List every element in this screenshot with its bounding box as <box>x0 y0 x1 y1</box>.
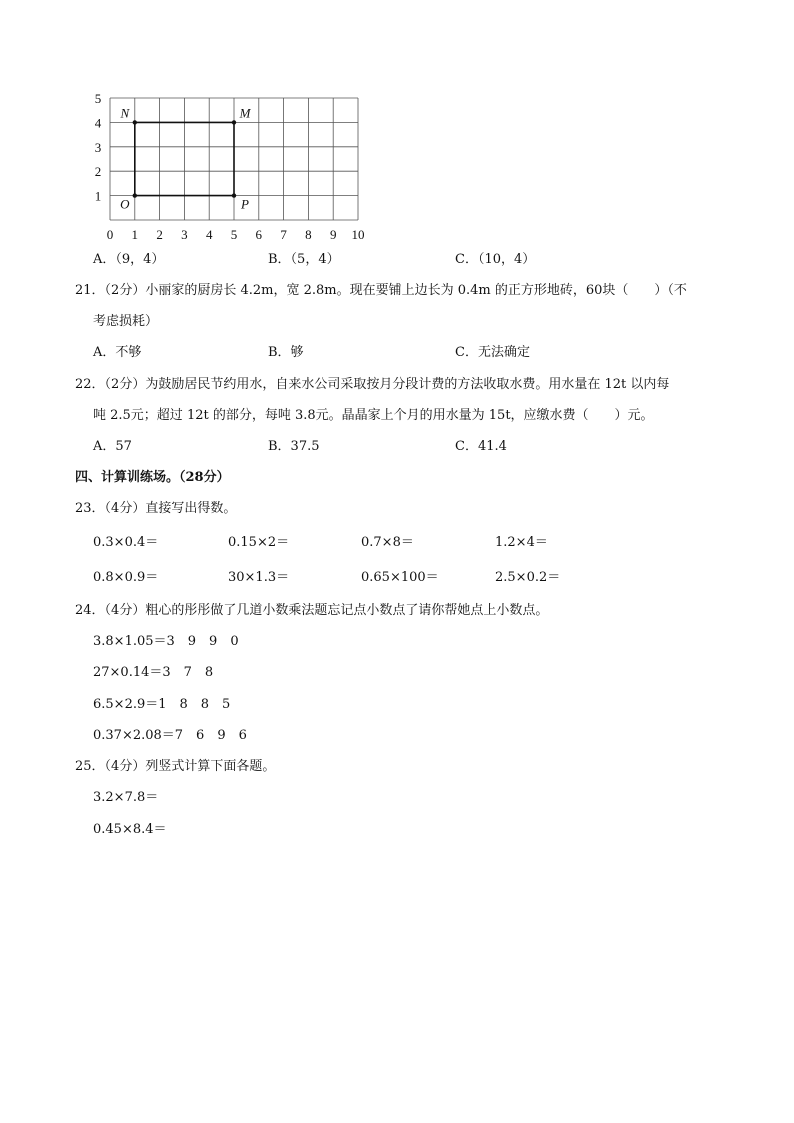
q20-option-c: C．（10，4） <box>455 252 536 267</box>
q24-line: 6.5×2.9＝1 8 8 5 <box>93 697 231 712</box>
q23-title: 23．（4分）直接写出得数。 <box>75 501 237 516</box>
point-n <box>133 120 137 124</box>
q21-option-a: A．不够 <box>93 345 142 360</box>
q23-item: 30×1.3＝ <box>228 570 290 585</box>
q22-option-a: A．57 <box>93 439 132 454</box>
q22-option-b: B．37.5 <box>268 439 320 454</box>
y-tick-label: 5 <box>94 91 102 106</box>
point-p <box>232 193 236 197</box>
q25-title: 25．（4分）列竖式计算下面各题。 <box>75 759 276 774</box>
coordinate-grid-figure <box>85 90 375 245</box>
x-tick-label: 0 <box>106 227 114 242</box>
q22-option-c: C．41.4 <box>455 439 507 454</box>
q25-line: 3.2×7.8＝ <box>93 790 159 805</box>
x-tick-label: 6 <box>255 227 263 242</box>
q25-line: 0.45×8.4＝ <box>93 822 167 837</box>
x-tick-label: 2 <box>156 227 163 242</box>
x-tick-label: 9 <box>329 227 337 242</box>
y-tick-label: 3 <box>94 139 102 155</box>
q24-line: 3.8×1.05＝3 9 9 0 <box>93 634 239 649</box>
q21-text-line1: 21．（2分）小丽家的厨房长 4.2m，宽 2.8m。现在要铺上边长为 0.4m 的正方形地砖，60块（ ）（不 <box>75 283 687 298</box>
q23-item: 0.8×0.9＝ <box>93 570 159 585</box>
point-m <box>232 120 236 124</box>
x-tick-label: 3 <box>181 227 188 242</box>
q22-text-line1: 22．（2分）为鼓励居民节约用水，自来水公司采取按月分段计费的方法收取水费。用水量在 12t 以内每 <box>75 377 670 392</box>
q21-text-line2: 考虑损耗） <box>93 314 159 329</box>
q23-item: 2.5×0.2＝ <box>495 570 561 585</box>
x-tick-label: 5 <box>230 227 238 242</box>
x-tick-label: 1 <box>131 227 139 242</box>
q24-line: 27×0.14＝3 7 8 <box>93 665 214 680</box>
q23-item: 0.15×2＝ <box>228 535 290 550</box>
point-label-m: M <box>239 105 251 121</box>
x-tick-label: 10 <box>351 227 365 242</box>
q24-line: 0.37×2.08＝7 6 9 6 <box>93 728 247 743</box>
point-label-o: O <box>120 196 130 212</box>
q23-item: 0.3×0.4＝ <box>93 535 159 550</box>
q23-item: 0.7×8＝ <box>361 535 414 550</box>
q22-text-line2: 吨 2.5元；超过 12t 的部分，每吨 3.8元。晶晶家上个月的用水量为 15t，应缴水费（ ）元。 <box>93 408 654 423</box>
q20-option-a: A．（9，4） <box>93 252 165 267</box>
q24-title: 24．（4分）粗心的彤彤做了几道小数乘法题忘记点小数点了请你帮她点上小数点。 <box>75 603 549 618</box>
q21-option-b: B．够 <box>268 345 304 360</box>
q23-item: 1.2×4＝ <box>495 535 548 550</box>
q21-option-c: C．无法确定 <box>455 345 530 360</box>
q20-option-b: B．（5，4） <box>268 252 340 267</box>
point-label-p: P <box>241 196 249 212</box>
section-4-heading: 四、计算训练场。（28分） <box>75 470 230 485</box>
y-tick-label: 2 <box>94 164 102 180</box>
x-tick-label: 8 <box>305 227 312 242</box>
point-label-n: N <box>120 105 130 121</box>
point-o <box>133 193 137 197</box>
x-tick-label: 7 <box>280 227 287 242</box>
y-tick-label: 4 <box>94 115 102 131</box>
q23-item: 0.65×100＝ <box>361 570 439 585</box>
y-tick-label: 1 <box>94 188 102 204</box>
x-tick-label: 4 <box>205 227 213 242</box>
